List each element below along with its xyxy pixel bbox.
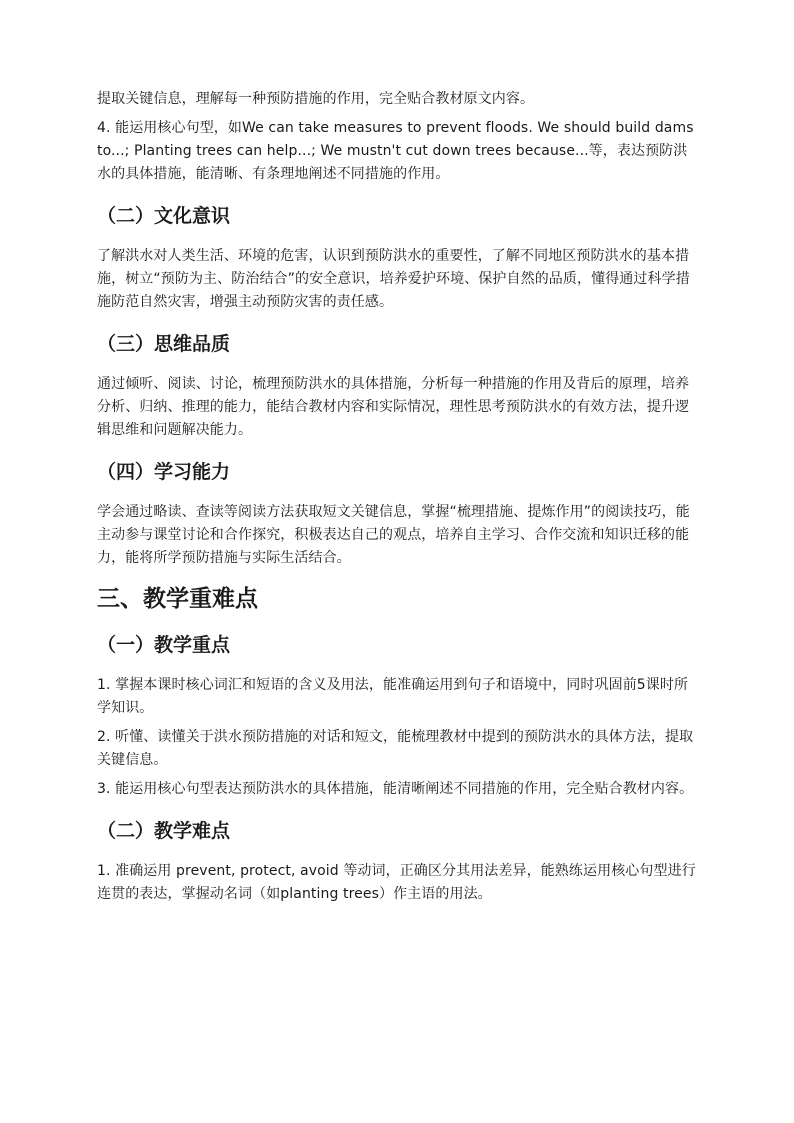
paragraph-thinking-quality: 通过倾听、阅读、讨论，梳理预防洪水的具体措施，分析每一种措施的作用及背后的原理，培养分析、归纳、推理的能力，能结合教材内容和实际情况，理性思考预防洪水的有效方法，提升逻辑思维和问题解决能力。	[97, 376, 690, 438]
list-item-key-point-3: 3. 能运用核心句型表达预防洪水的具体措施，能清晰阐述不同措施的作用，完全贴合教材内容。	[97, 781, 694, 797]
document-page	[97, 88, 701, 906]
heading-learning-ability: （四）学习能力	[97, 461, 231, 483]
list-item-key-point-1: 1. 掌握本课时核心词汇和短语的含义及用法，能准确运用到句子和语境中，同时巩固前5课时所学知识。	[97, 677, 689, 716]
paragraph-objective-4: 4. 能运用核心句型，如We can take measures to prevent floods. We should build dams to...; Planting trees can help...; We mustn't cut down trees because...等，表达预防洪水的具体措施，能清晰、有条理地阐述不同措施的作用。	[97, 120, 694, 182]
heading-key-points: （一）教学重点	[97, 634, 231, 656]
paragraph-learning-ability: 学会通过略读、查读等阅读方法获取短文关键信息，掌握“梳理措施、提炼作用”的阅读技巧，能主动参与课堂讨论和合作探究，积极表达自己的观点，培养自主学习、合作交流和知识迁移的能力，能将所学预防措施与实际生活结合。	[97, 504, 690, 566]
list-item-difficult-point-1: 1. 准确运用 prevent, protect, avoid 等动词，正确区分其用法差异，能熟练运用核心句型进行连贯的表达，掌握动名词（如planting trees）作主语的用法。	[97, 863, 696, 902]
heading-key-difficult-points: 三、教学重难点	[97, 586, 258, 612]
heading-difficult-points: （二）教学难点	[97, 820, 231, 842]
heading-thinking-quality: （三）思维品质	[97, 333, 231, 355]
list-item-key-point-2: 2. 听懂、读懂关于洪水预防措施的对话和短文，能梳理教材中提到的预防洪水的具体方法，提取关键信息。	[97, 729, 694, 768]
paragraph-intro-continued: 提取关键信息，理解每一种预防措施的作用，完全贴合教材原文内容。	[97, 91, 535, 107]
paragraph-culture-awareness: 了解洪水对人类生活、环境的危害，认识到预防洪水的重要性，了解不同地区预防洪水的基本措施，树立“预防为主、防治结合”的安全意识，培养爱护环境、保护自然的品质，懂得通过科学措施防范自然灾害，增强主动预防灾害的责任感。	[97, 248, 690, 310]
heading-culture-awareness: （二）文化意识	[97, 205, 231, 227]
